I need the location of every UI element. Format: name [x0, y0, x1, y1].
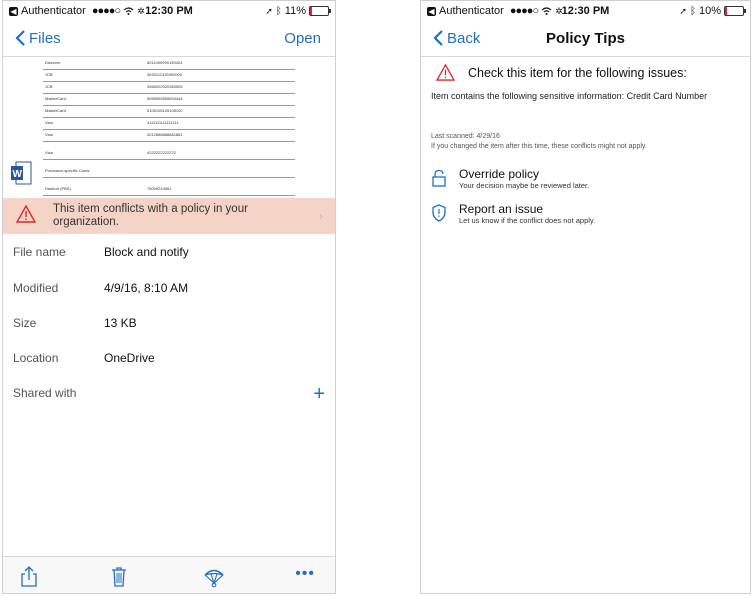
bluetooth-icon: ᛒ: [689, 5, 696, 17]
doc-table-row: [43, 119, 295, 130]
open-button[interactable]: Open: [284, 30, 321, 47]
doc-cell-number: 6011000990139424: [147, 60, 183, 65]
doc-cell-number: 4222222222222: [147, 150, 176, 155]
location-icon: ➚: [679, 5, 687, 16]
prop-value: 4/9/16, 8:10 AM: [104, 281, 189, 295]
activity-icon: ✲: [555, 5, 563, 16]
doc-cell-type: Visa: [45, 132, 53, 137]
shield-icon: [431, 204, 447, 222]
prop-label: Shared with: [13, 386, 77, 400]
doc-cell-type: JCB: [45, 72, 53, 77]
nav-bar: [421, 21, 750, 57]
status-time: 12:30 PM: [561, 5, 610, 17]
prop-label: Size: [13, 316, 37, 330]
chevron-right-icon: ›: [319, 209, 323, 223]
back-label: Files: [29, 29, 61, 47]
prop-label: Modified: [13, 281, 59, 295]
page-title: Policy Tips: [546, 30, 625, 47]
report-subtitle: Let us know if the conflict does not apply.: [459, 216, 596, 225]
doc-cell-number: 4111111111111111: [147, 120, 179, 125]
battery-icon: [309, 6, 329, 16]
doc-cell-type: JCB: [45, 84, 53, 89]
lock-icon: [431, 169, 447, 187]
warning-icon: [436, 64, 455, 81]
status-right: [679, 5, 744, 17]
bottom-toolbar: [3, 556, 335, 593]
report-issue-button[interactable]: [431, 202, 740, 232]
back-button[interactable]: [431, 28, 480, 48]
issues-title: Check this item for the following issues:: [468, 65, 687, 80]
shared-with-row: [13, 383, 325, 406]
doc-cell-type: Discover: [45, 60, 61, 65]
doc-cell-number: 3566002020360505: [147, 84, 183, 89]
doc-table-row: [43, 131, 295, 142]
override-policy-button[interactable]: [431, 167, 740, 197]
doc-table-row: [43, 167, 295, 178]
document-preview[interactable]: [3, 57, 335, 198]
document-page: [43, 59, 295, 198]
doc-cell-number: 3530111333300000: [147, 72, 182, 77]
doc-table-row: [43, 83, 295, 94]
doc-cell-type: MasterCard: [45, 108, 66, 113]
more-button[interactable]: •••: [295, 565, 315, 582]
chevron-left-icon: [431, 28, 447, 48]
doc-cell-number: 4012888888881881: [147, 132, 183, 137]
delete-icon[interactable]: [107, 564, 131, 588]
prop-value: 13 KB: [104, 316, 137, 330]
file-name-row: [13, 245, 325, 265]
prop-label: Location: [13, 351, 59, 365]
prop-label: File name: [13, 245, 66, 259]
doc-cell-type: Dankort (PBS): [45, 186, 71, 191]
status-bar: [3, 1, 335, 21]
override-title: Override policy: [459, 167, 540, 181]
status-app-name: Authenticator: [21, 5, 86, 17]
svg-text:W: W: [12, 169, 22, 180]
back-to-files-button[interactable]: [13, 28, 61, 48]
battery-percent: 11%: [284, 5, 306, 17]
nav-bar: [3, 21, 335, 57]
last-scanned-note: If you changed the item after this time, these conflicts might not apply.: [431, 143, 647, 150]
doc-cell-number: 76009244561: [147, 186, 172, 191]
doc-table-row: [43, 71, 295, 82]
back-label: Back: [447, 29, 481, 47]
activity-icon: ✲: [137, 5, 145, 16]
doc-cell-type: MasterCard: [45, 96, 66, 101]
bluetooth-icon: ᛒ: [275, 5, 282, 17]
policy-tips-screen: [420, 0, 751, 594]
status-bar: [421, 1, 750, 21]
battery-icon: [724, 6, 744, 16]
signal-icon: ●●●●○: [509, 5, 539, 17]
size-row: [13, 316, 325, 336]
back-to-app-icon: ◀: [10, 6, 17, 16]
doc-table-row: [43, 59, 295, 70]
doc-table-row: [43, 95, 295, 106]
modified-row: [13, 281, 325, 301]
doc-cell-number: 5105105105105100: [147, 108, 183, 113]
prop-value: OneDrive: [104, 351, 155, 365]
status-right: [265, 5, 329, 17]
doc-cell-type: Processor-specific Cards: [45, 168, 90, 173]
doc-cell-number: 5555555555554444: [147, 96, 183, 101]
prop-value: Block and notify: [104, 245, 189, 259]
word-file-icon: [10, 161, 32, 185]
issues-heading: [436, 64, 687, 81]
doc-cell-type: Visa: [45, 120, 53, 125]
chevron-left-icon: [13, 28, 29, 48]
signal-icon: ●●●●○: [91, 5, 121, 17]
offline-icon[interactable]: [202, 564, 226, 588]
location-row: [13, 351, 325, 371]
sensitive-info-text: Item contains the following sensitive information: Credit Card Number: [431, 91, 708, 101]
share-icon[interactable]: [17, 564, 41, 588]
warning-icon: [16, 205, 36, 223]
file-details-screen: [2, 0, 336, 594]
status-time: 12:30 PM: [145, 5, 193, 17]
location-icon: ➚: [265, 5, 273, 16]
last-scanned: Last scanned: 4/29/16: [431, 133, 500, 140]
status-app-name: Authenticator: [439, 5, 504, 17]
doc-cell-type: Visa: [45, 150, 53, 155]
override-subtitle: Your decision maybe be reviewed later.: [459, 181, 590, 190]
add-share-button[interactable]: +: [313, 383, 325, 405]
doc-table-row: [43, 185, 295, 196]
doc-table-row: [43, 149, 295, 160]
doc-table-row: [43, 107, 295, 118]
back-to-app-icon: ◀: [428, 6, 435, 16]
report-title: Report an issue: [459, 202, 544, 216]
banner-text: This item conflicts with a policy in your organization.: [53, 203, 248, 228]
policy-conflict-banner[interactable]: [3, 198, 335, 234]
battery-percent: 10%: [698, 5, 721, 17]
